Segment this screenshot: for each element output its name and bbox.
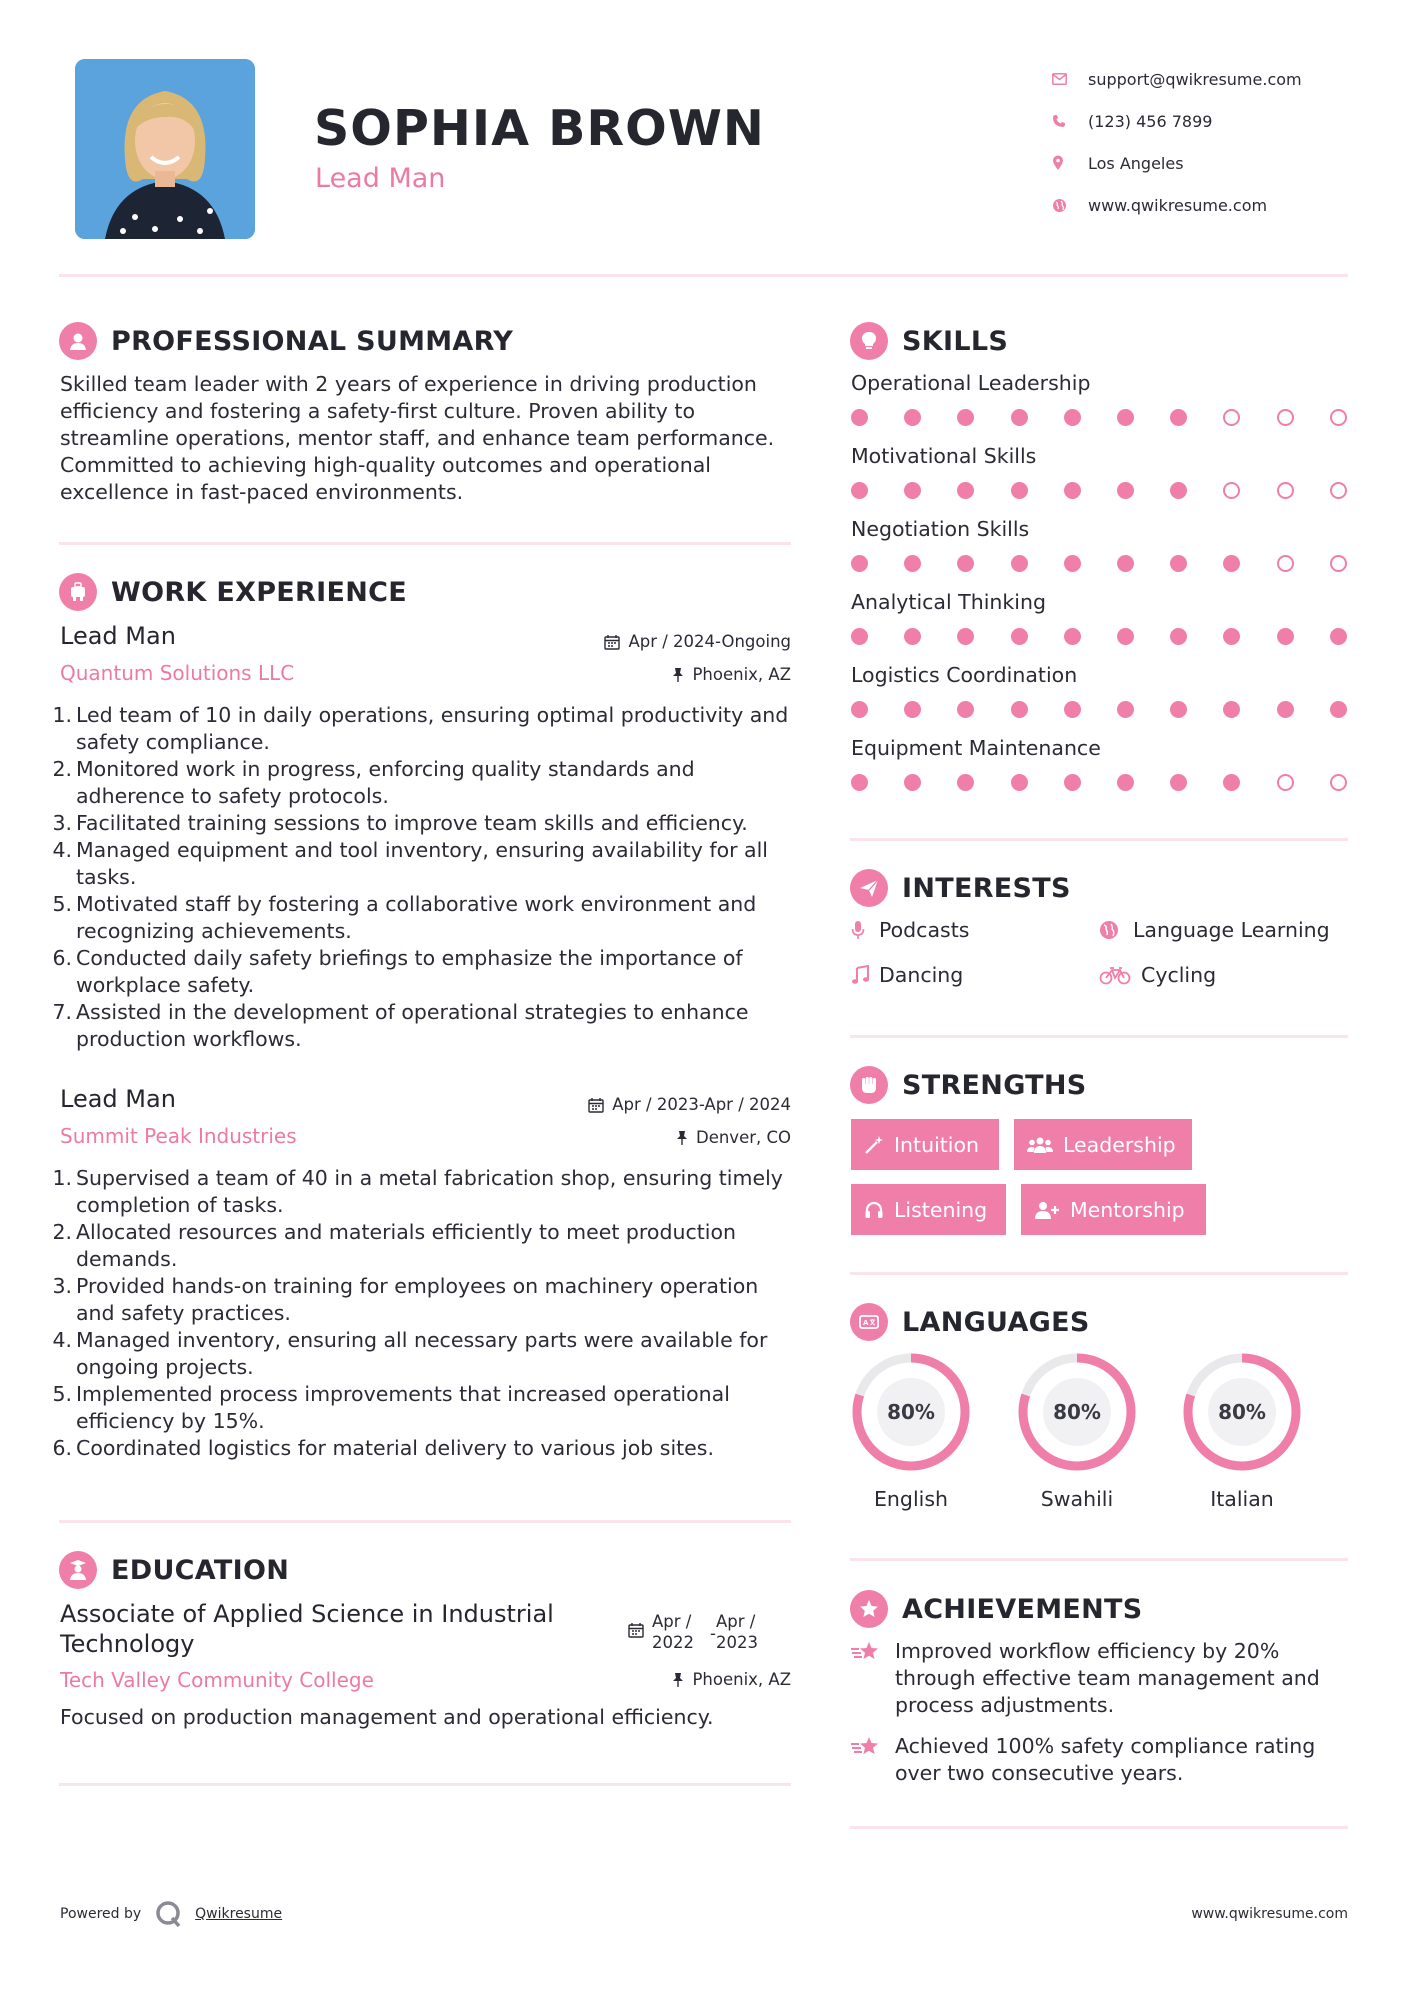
education-dates: Apr / 2022 - Apr / 2023 — [628, 1611, 758, 1653]
job-1-location: Phoenix, AZ — [672, 665, 791, 684]
rating-dot-filled — [1117, 774, 1134, 791]
rating-dot-filled — [1011, 774, 1028, 791]
rating-dot-empty — [1277, 482, 1294, 499]
strength-tag: Mentorship — [1021, 1184, 1206, 1235]
group-icon — [1027, 1135, 1053, 1155]
rating-dot-empty — [1330, 774, 1347, 791]
rating-dot-filled — [851, 628, 868, 645]
shooting-star-icon — [850, 1638, 895, 1719]
pushpin-icon — [676, 1130, 688, 1146]
language-name: Swahili — [1040, 1487, 1114, 1511]
language-percent: 80% — [1218, 1400, 1266, 1424]
language-ring — [1015, 1350, 1139, 1474]
strength-tag: Leadership — [1014, 1119, 1192, 1170]
magic-wand-icon — [864, 1135, 884, 1155]
rating-dot-filled — [851, 701, 868, 718]
list-item: 5. Motivated staff by fostering a collaborative work environment and recognizing achievements. — [52, 892, 757, 943]
rating-dot-filled — [1064, 409, 1081, 426]
achievements-heading: ACHIEVEMENTS — [850, 1590, 1143, 1628]
rating-dot-filled — [1170, 628, 1187, 645]
list-item: 2. Monitored work in progress, enforcing quality standards and adherence to safety protocols. — [52, 757, 695, 808]
fist-icon — [850, 1066, 888, 1104]
rating-dot-filled — [1011, 701, 1028, 718]
rating-dot-filled — [904, 701, 921, 718]
email-text: support@qwikresume.com — [1088, 69, 1302, 89]
job-1-dates: Apr / 2024-Ongoing — [604, 632, 791, 651]
rating-dot-filled — [957, 774, 974, 791]
skill-name: Equipment Maintenance — [851, 736, 1101, 760]
rating-dot-empty — [1330, 409, 1347, 426]
interest-item: Dancing — [851, 963, 963, 987]
rating-dot-filled — [851, 555, 868, 572]
rating-dot-filled — [904, 628, 921, 645]
rating-dot-filled — [1064, 774, 1081, 791]
rating-dot-empty — [1277, 774, 1294, 791]
map-pin-icon — [1048, 155, 1088, 171]
list-item: 1. Supervised a team of 40 in a metal fabrication shop, ensuring timely completion of tasks. — [52, 1166, 783, 1217]
summary-text: Skilled team leader with 2 years of experience in driving production efficiency and fostering a safety-first culture. Proven ability to streamline operations, mentor staff, and enhance team performance. Committed to achieving high-quality outcomes and operational excellence in fast-paced environments. — [60, 372, 775, 504]
calendar-icon — [604, 634, 620, 650]
job-2-company: Summit Peak Industries — [60, 1124, 297, 1148]
education-degree: Associate of Applied Science in Industrial Technology — [60, 1600, 554, 1658]
language-percent: 80% — [1053, 1400, 1101, 1424]
shooting-star-icon — [850, 1733, 895, 1787]
rating-dot-filled — [957, 701, 974, 718]
rating-dot-empty — [1330, 555, 1347, 572]
rating-dot-filled — [1117, 409, 1134, 426]
skill-name: Logistics Coordination — [851, 663, 1078, 687]
globe-icon — [1048, 198, 1088, 213]
rating-dot-filled — [1170, 555, 1187, 572]
interest-item: Language Learning — [1099, 918, 1330, 942]
rating-dot-empty — [1223, 409, 1240, 426]
rating-dot-filled — [851, 409, 868, 426]
job-1-title: Lead Man — [60, 622, 176, 650]
rating-dot-empty — [1277, 409, 1294, 426]
language-name: English — [873, 1487, 949, 1511]
footer-website[interactable]: www.qwikresume.com — [1191, 1906, 1348, 1922]
lightbulb-icon — [850, 322, 888, 360]
rating-dot-filled — [1064, 482, 1081, 499]
achievement-item: Improved workflow efficiency by 20% through effective team management and process adjustments. — [850, 1638, 1350, 1719]
graduate-icon — [59, 1551, 97, 1589]
job-1-bullets — [52, 702, 792, 1053]
rating-dot-filled — [1117, 555, 1134, 572]
rating-dot-filled — [1170, 482, 1187, 499]
strength-tag: Listening — [851, 1184, 1006, 1235]
language-gauge — [1015, 1350, 1139, 1474]
list-item: 7. Assisted in the development of operational strategies to enhance production workflows. — [52, 1000, 749, 1051]
candidate-name: SOPHIA BROWN — [314, 100, 765, 157]
location-text: Los Angeles — [1088, 153, 1184, 173]
qwikresume-logo-icon — [155, 1900, 183, 1928]
phone-text: (123) 456 7899 — [1088, 111, 1213, 131]
rating-dot-filled — [957, 482, 974, 499]
contact-block — [1048, 58, 1378, 226]
rating-dot-filled — [1117, 482, 1134, 499]
skill-name: Negotiation Skills — [851, 517, 1030, 541]
job-2-dates: Apr / 2023-Apr / 2024 — [588, 1095, 791, 1114]
skill-rating — [851, 627, 1351, 647]
achievements-divider — [850, 1826, 1348, 1829]
achievement-item: Achieved 100% safety compliance rating over two consecutive years. — [850, 1733, 1350, 1787]
language-gauge — [1180, 1350, 1304, 1474]
rating-dot-empty — [1330, 482, 1347, 499]
envelope-icon — [1048, 73, 1088, 85]
qwikresume-link[interactable]: Qwikresume — [195, 1906, 283, 1922]
experience-heading: WORK EXPERIENCE — [59, 573, 407, 611]
contact-website[interactable] — [1048, 184, 1378, 226]
rating-dot-filled — [1223, 555, 1240, 572]
user-icon — [59, 322, 97, 360]
calendar-icon — [588, 1097, 604, 1113]
rating-dot-filled — [904, 482, 921, 499]
rating-dot-filled — [1064, 628, 1081, 645]
microphone-icon — [851, 920, 879, 940]
rating-dot-filled — [1011, 482, 1028, 499]
svg-text:A: A — [863, 1319, 869, 1327]
website-text: www.qwikresume.com — [1088, 195, 1268, 215]
language-ring — [849, 1350, 973, 1474]
briefcase-icon — [59, 573, 97, 611]
rating-dot-filled — [1277, 628, 1294, 645]
summary-heading: PROFESSIONAL SUMMARY — [59, 322, 513, 360]
rating-dot-filled — [1223, 628, 1240, 645]
calendar-icon — [628, 1622, 644, 1638]
star-badge-icon — [850, 1590, 888, 1628]
skill-name: Analytical Thinking — [851, 590, 1046, 614]
list-item: 6. Coordinated logistics for material delivery to various job sites. — [52, 1436, 714, 1460]
education-divider — [59, 1783, 791, 1786]
rating-dot-filled — [1170, 774, 1187, 791]
rating-dot-filled — [904, 774, 921, 791]
bicycle-icon — [1099, 965, 1141, 985]
summary-divider — [59, 542, 791, 545]
experience-divider — [59, 1520, 791, 1523]
rating-dot-filled — [1277, 701, 1294, 718]
skill-rating — [851, 481, 1351, 501]
phone-icon — [1048, 114, 1088, 128]
rating-dot-filled — [957, 555, 974, 572]
education-description: Focused on production management and operational efficiency. — [60, 1705, 714, 1729]
job-2-bullets — [52, 1165, 792, 1462]
skill-rating — [851, 408, 1351, 428]
rating-dot-filled — [851, 774, 868, 791]
pushpin-icon — [672, 667, 684, 683]
music-note-icon — [851, 965, 879, 985]
headphones-icon — [864, 1200, 884, 1220]
rating-dot-filled — [1170, 409, 1187, 426]
skill-rating — [851, 773, 1351, 793]
list-item: 6. Conducted daily safety briefings to emphasize the importance of workplace safety. — [52, 946, 743, 997]
list-item: 2. Allocated resources and materials efficiently to meet production demands. — [52, 1220, 736, 1271]
rating-dot-filled — [957, 628, 974, 645]
rating-dot-filled — [1011, 409, 1028, 426]
rating-dot-filled — [1330, 628, 1347, 645]
language-percent: 80% — [887, 1400, 935, 1424]
languages-divider — [850, 1558, 1348, 1561]
rating-dot-filled — [1170, 701, 1187, 718]
rating-dot-filled — [1223, 701, 1240, 718]
list-item: 4. Managed inventory, ensuring all necessary parts were available for ongoing projects. — [52, 1328, 768, 1379]
pushpin-icon — [672, 1672, 684, 1688]
rating-dot-empty — [1277, 555, 1294, 572]
paper-plane-icon — [850, 869, 888, 907]
rating-dot-filled — [1064, 555, 1081, 572]
globe-icon — [1099, 920, 1133, 940]
interests-divider — [850, 1035, 1348, 1038]
skill-rating — [851, 700, 1351, 720]
rating-dot-filled — [1011, 628, 1028, 645]
contact-email[interactable] — [1048, 58, 1378, 100]
header-divider — [59, 274, 1348, 277]
profile-photo — [75, 59, 255, 239]
languages-heading: A LANGUAGES — [850, 1303, 1090, 1341]
language-card-icon — [850, 1303, 888, 1341]
list-item: 5. Implemented process improvements that increased operational efficiency by 15%. — [52, 1382, 730, 1433]
skill-rating — [851, 554, 1351, 574]
user-plus-icon — [1034, 1200, 1060, 1220]
rating-dot-filled — [957, 409, 974, 426]
education-heading: EDUCATION — [59, 1551, 289, 1589]
candidate-title: Lead Man — [315, 163, 446, 194]
list-item: 3. Provided hands-on training for employees on machinery operation and safety practices. — [52, 1274, 759, 1325]
rating-dot-empty — [1223, 482, 1240, 499]
rating-dot-filled — [1223, 774, 1240, 791]
skill-name: Motivational Skills — [851, 444, 1037, 468]
job-2-title: Lead Man — [60, 1085, 176, 1113]
rating-dot-filled — [904, 409, 921, 426]
strengths-divider — [850, 1272, 1348, 1275]
rating-dot-filled — [1064, 701, 1081, 718]
strengths-heading: STRENGTHS — [850, 1066, 1087, 1104]
interests-heading: INTERESTS — [850, 869, 1071, 907]
list-item: 4. Managed equipment and tool inventory, ensuring availability for all tasks. — [52, 838, 769, 889]
interest-item: Podcasts — [851, 918, 969, 942]
rating-dot-filled — [1330, 701, 1347, 718]
job-2-location: Denver, CO — [676, 1128, 791, 1147]
footer-powered-by: Powered by Qwikresume — [60, 1900, 282, 1928]
skills-heading: SKILLS — [850, 322, 1008, 360]
list-item: 1. Led team of 10 in daily operations, ensuring optimal productivity and safety compliance. — [52, 703, 789, 754]
contact-location — [1048, 142, 1378, 184]
rating-dot-filled — [851, 482, 868, 499]
education-location: Phoenix, AZ — [672, 1670, 791, 1689]
rating-dot-filled — [1117, 701, 1134, 718]
job-1-company: Quantum Solutions LLC — [60, 661, 295, 685]
contact-phone[interactable] — [1048, 100, 1378, 142]
list-item: 3. Facilitated training sessions to improve team skills and efficiency. — [52, 811, 748, 835]
strength-tag: Intuition — [851, 1119, 999, 1170]
rating-dot-filled — [1011, 555, 1028, 572]
skill-name: Operational Leadership — [851, 371, 1091, 395]
language-gauge — [849, 1350, 973, 1474]
language-name: Italian — [1210, 1487, 1274, 1511]
rating-dot-filled — [1117, 628, 1134, 645]
skills-divider — [850, 838, 1348, 841]
education-school: Tech Valley Community College — [60, 1668, 374, 1692]
rating-dot-filled — [904, 555, 921, 572]
interest-item: Cycling — [1099, 963, 1216, 987]
language-ring — [1180, 1350, 1304, 1474]
